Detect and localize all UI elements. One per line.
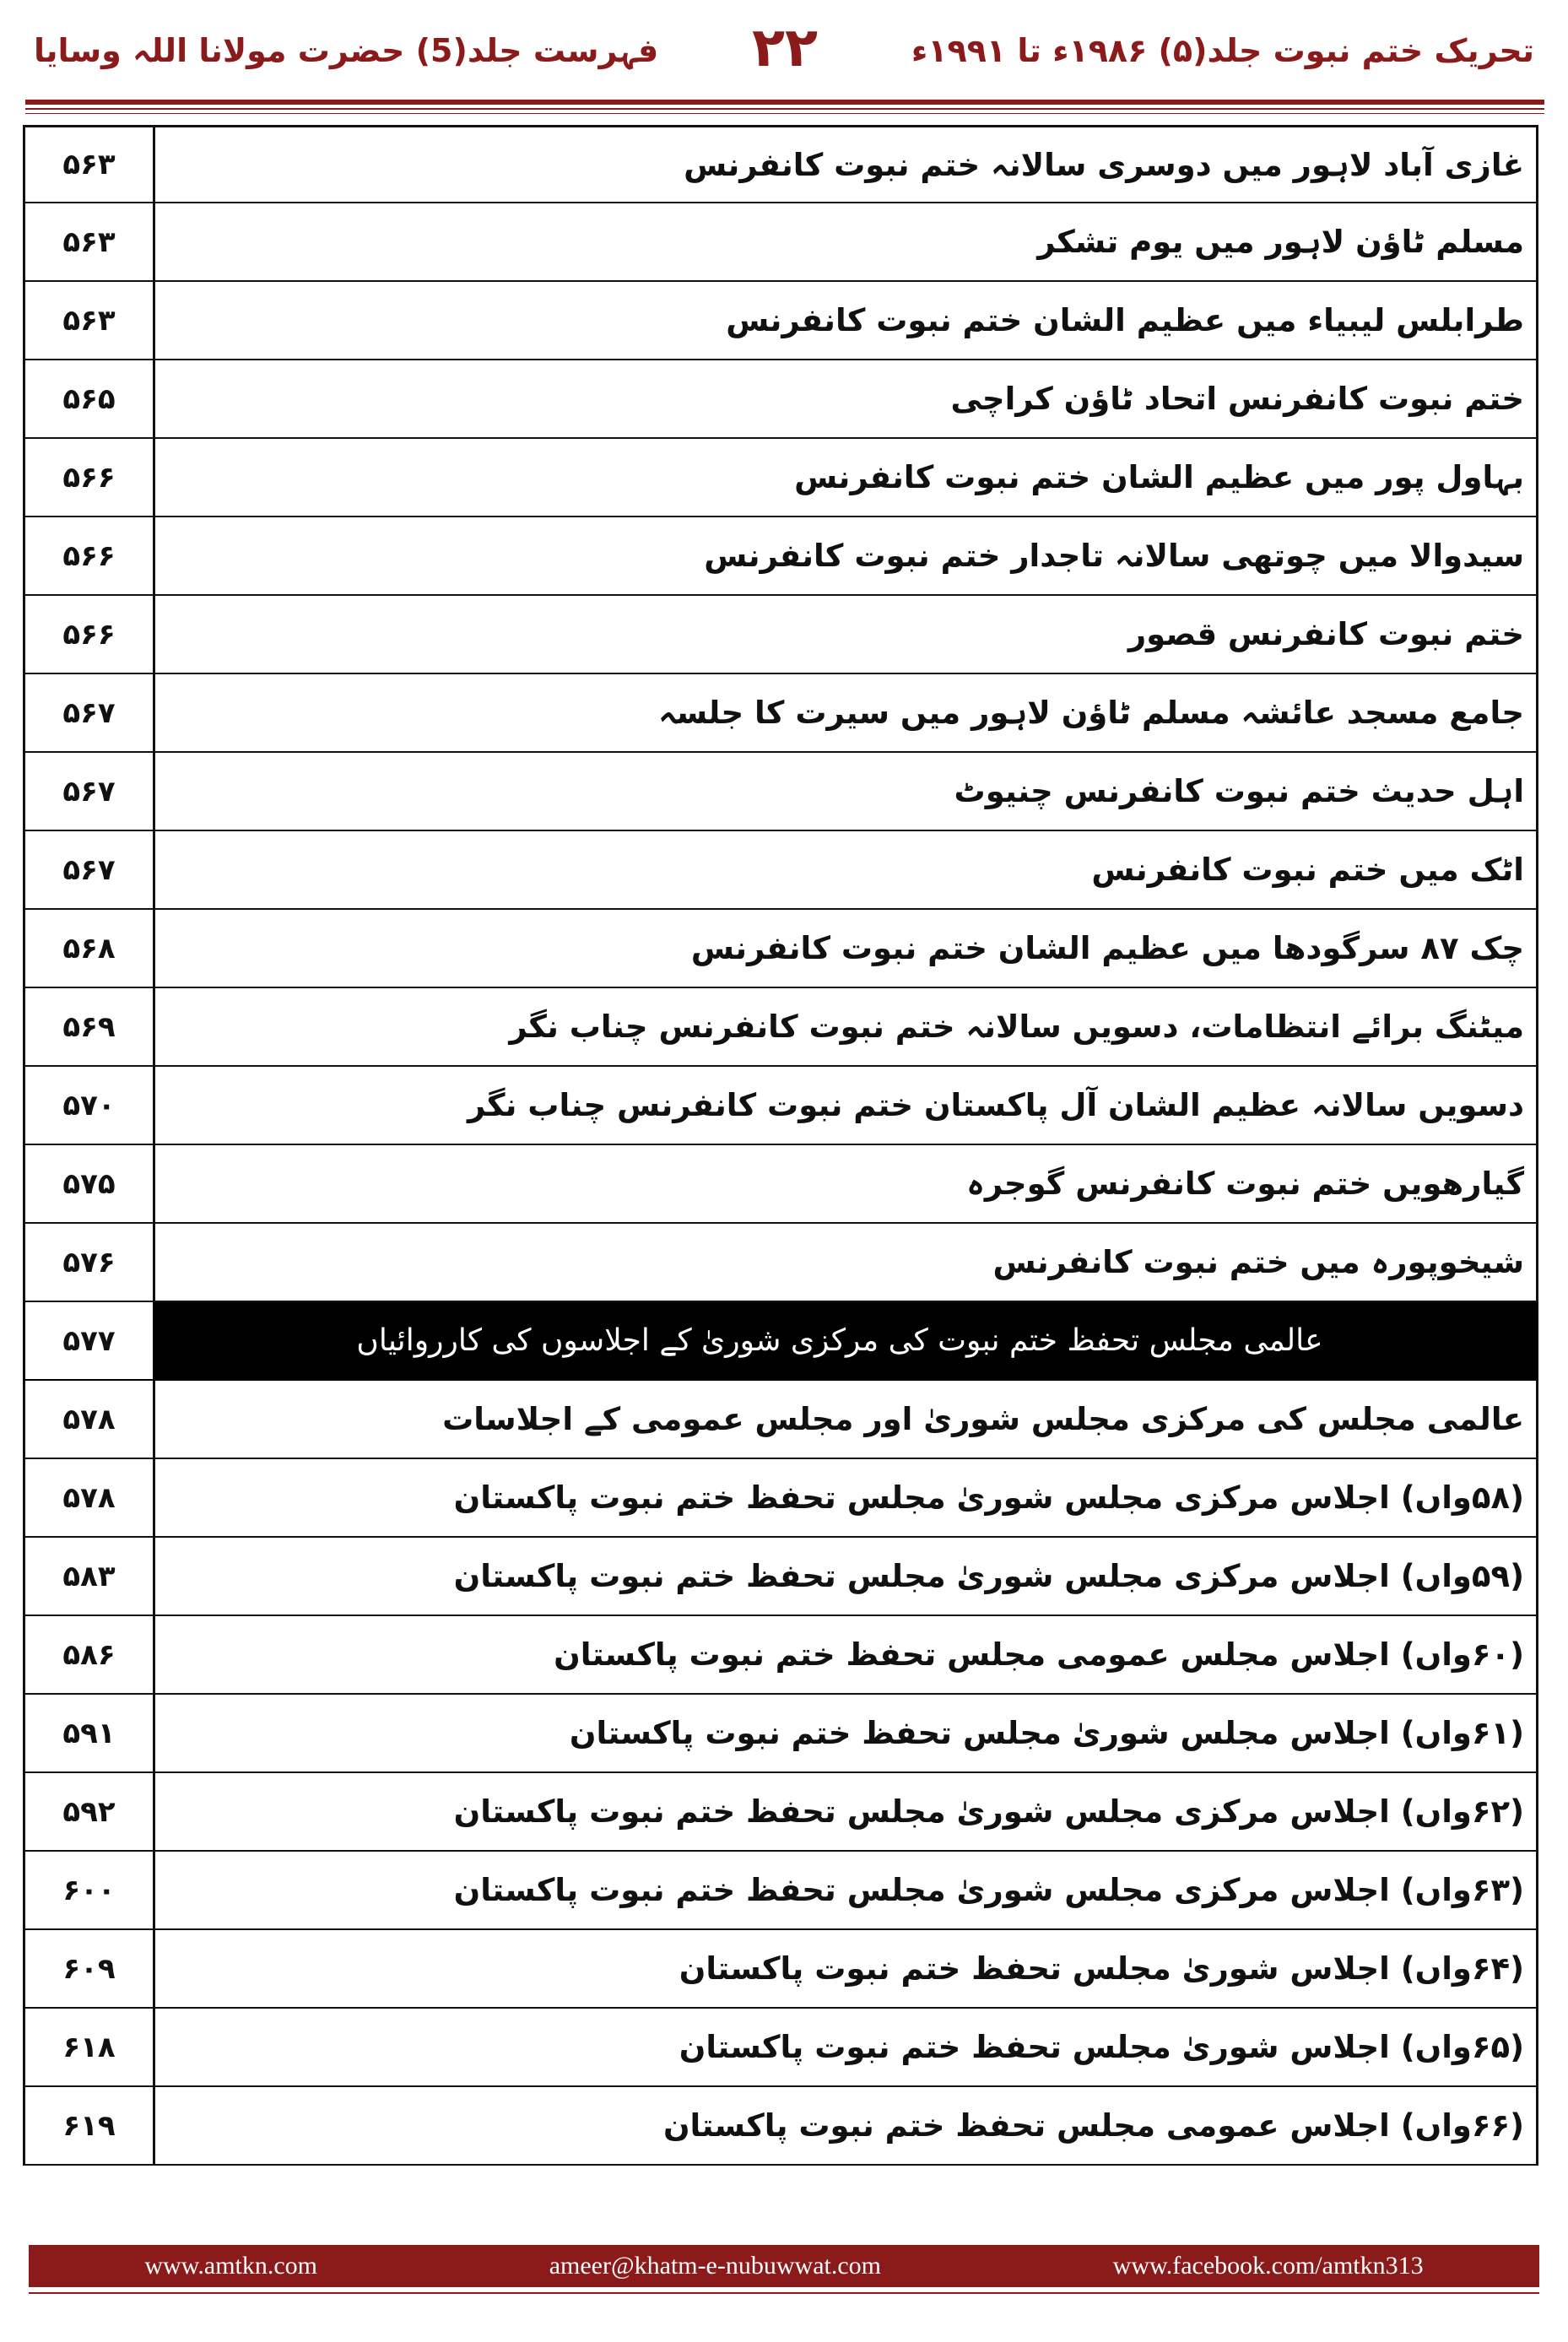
toc-section-heading[interactable] (23, 1302, 1538, 1381)
toc-title: (۵۸واں) اجلاس مرکزی مجلس شوریٰ مجلس تحفظ ختم نبوت پاکستان (453, 1479, 1524, 1516)
page-header (0, 0, 1568, 110)
toc-page-number: ۵۸۳ (25, 1538, 155, 1615)
toc-title: (۶۵واں) اجلاس شوریٰ مجلس تحفظ ختم نبوت پاکستان (679, 2029, 1524, 2065)
section-title: عالمی مجلس تحفظ ختم نبوت کی مرکزی شوریٰ کے اجلاسوں کی کارروائیاں (356, 1323, 1323, 1358)
header-rule (25, 113, 1544, 114)
toc-title: ختم نبوت کانفرنس قصور (1127, 616, 1524, 652)
email-link[interactable]: ameer@khatm-e-nubuwwat.com (549, 2252, 881, 2280)
toc-page-number: ۵۷۸ (25, 1381, 155, 1458)
toc-page-number: ۵۶۶ (25, 439, 155, 516)
header-rule (25, 108, 1544, 110)
toc-title: بہاول پور میں عظیم الشان ختم نبوت کانفرنس (794, 459, 1524, 495)
toc-row[interactable] (23, 910, 1538, 988)
toc-row[interactable] (23, 1459, 1538, 1538)
page-footer (29, 2245, 1539, 2287)
toc-row[interactable] (23, 2087, 1538, 2166)
toc-page-number: ۵۶۵ (25, 360, 155, 437)
toc-row[interactable] (23, 1145, 1538, 1224)
toc-title: میٹنگ برائے انتظامات، دسویں سالانہ ختم نبوت کانفرنس چناب نگر (509, 1009, 1524, 1045)
toc-row[interactable] (23, 439, 1538, 517)
toc-page-number: ۵۹۱ (25, 1695, 155, 1771)
toc-page-number: ۵۷۰ (25, 1067, 155, 1144)
toc-title: (۶۴واں) اجلاس شوریٰ مجلس تحفظ ختم نبوت پاکستان (679, 1950, 1524, 1987)
toc-row[interactable] (23, 1224, 1538, 1302)
toc-title: ختم نبوت کانفرنس اتحاد ٹاؤن کراچی (950, 381, 1524, 417)
toc-page-number: ۶۰۰ (25, 1852, 155, 1928)
toc-page-number: ۵۶۳ (25, 203, 155, 280)
toc-page-number: ۵۶۷ (25, 674, 155, 751)
toc-page-number: ۵۶۹ (25, 988, 155, 1065)
toc-page-number: ۵۸۶ (25, 1616, 155, 1693)
toc-title: مسلم ٹاؤن لاہور میں یوم تشکر (1037, 224, 1524, 260)
toc-page-number: ۶۱۹ (25, 2087, 155, 2164)
toc-title: جامع مسجد عائشہ مسلم ٹاؤن لاہور میں سیرت کا جلسہ (658, 695, 1524, 731)
footer-rule (29, 2292, 1539, 2294)
toc-title: (۶۳واں) اجلاس مرکزی مجلس شوریٰ مجلس تحفظ ختم نبوت پاکستان (453, 1872, 1524, 1908)
toc-title: اہل حدیث ختم نبوت کانفرنس چنیوٹ (954, 773, 1524, 809)
toc-title: (۶۲واں) اجلاس مرکزی مجلس شوریٰ مجلس تحفظ ختم نبوت پاکستان (453, 1793, 1524, 1830)
toc-row[interactable] (23, 1538, 1538, 1616)
toc-row[interactable] (23, 2009, 1538, 2087)
toc-page-number: ۵۶۸ (25, 910, 155, 987)
toc-title: گیارھویں ختم نبوت کانفرنس گوجرہ (966, 1166, 1524, 1202)
toc-title: غازی آباد لاہور میں دوسری سالانہ ختم نبوت کانفرنس (684, 146, 1524, 183)
toc-page-number: ۵۷۶ (25, 1224, 155, 1301)
toc-title: چک ۸۷ سرگودھا میں عظیم الشان ختم نبوت کانفرنس (690, 930, 1524, 966)
index-title: فہرست جلد(5) حضرت مولانا اللہ وسایا (34, 32, 659, 69)
toc-title: اٹک میں ختم نبوت کانفرنس (1091, 852, 1524, 888)
toc-title: دسویں سالانہ عظیم الشان آل پاکستان ختم نبوت کانفرنس چناب نگر (467, 1087, 1524, 1123)
toc-title: شیخوپورہ میں ختم نبوت کانفرنس (992, 1244, 1524, 1280)
website-link[interactable]: www.amtkn.com (144, 2252, 318, 2280)
table-of-contents (23, 125, 1538, 2166)
toc-title: (۵۹واں) اجلاس مرکزی مجلس شوریٰ مجلس تحفظ ختم نبوت پاکستان (453, 1558, 1524, 1594)
toc-row[interactable] (23, 125, 1538, 203)
toc-title: عالمی مجلس کی مرکزی مجلس شوریٰ اور مجلس عمومی کے اجلاسات (442, 1401, 1524, 1437)
toc-title: (۶۰واں) اجلاس مجلس عمومی مجلس تحفظ ختم نبوت پاکستان (554, 1636, 1524, 1673)
toc-row[interactable] (23, 1695, 1538, 1773)
toc-row[interactable] (23, 282, 1538, 360)
toc-row[interactable] (23, 203, 1538, 282)
toc-page-number: ۶۱۸ (25, 2009, 155, 2085)
toc-page-number: ۵۶۷ (25, 753, 155, 830)
toc-row[interactable] (23, 753, 1538, 831)
toc-row[interactable] (23, 517, 1538, 596)
toc-row[interactable] (23, 360, 1538, 439)
toc-page-number: ۵۶۳ (25, 282, 155, 359)
toc-row[interactable] (23, 1773, 1538, 1852)
toc-row[interactable] (23, 674, 1538, 753)
toc-row[interactable] (23, 988, 1538, 1067)
toc-row[interactable] (23, 1616, 1538, 1695)
toc-page-number: ۵۶۷ (25, 831, 155, 908)
toc-row[interactable] (23, 1852, 1538, 1930)
toc-title: طرابلس لیبیاء میں عظیم الشان ختم نبوت کانفرنس (726, 302, 1524, 338)
toc-page-number: ۵۷۷ (25, 1302, 155, 1379)
toc-title: (۶۶واں) اجلاس عمومی مجلس تحفظ ختم نبوت پاکستان (662, 2107, 1524, 2144)
toc-title: سیدوالا میں چوتھی سالانہ تاجدار ختم نبوت کانفرنس (704, 538, 1524, 574)
toc-row[interactable] (23, 596, 1538, 674)
toc-title: (۶۱واں) اجلاس مجلس شوریٰ مجلس تحفظ ختم نبوت پاکستان (569, 1715, 1524, 1751)
toc-page-number: ۵۹۲ (25, 1773, 155, 1850)
toc-row[interactable] (23, 831, 1538, 910)
facebook-link[interactable]: www.facebook.com/amtkn313 (1112, 2252, 1424, 2280)
toc-row[interactable] (23, 1930, 1538, 2009)
toc-page-number: ۵۶۶ (25, 517, 155, 594)
book-title: تحریک ختم نبوت جلد(۵) ۱۹۸۶ء تا ۱۹۹۱ء (911, 32, 1534, 69)
toc-row[interactable] (23, 1381, 1538, 1459)
toc-page-number: ۶۰۹ (25, 1930, 155, 2007)
toc-page-number: ۵۷۸ (25, 1459, 155, 1536)
toc-page-number: ۵۶۶ (25, 596, 155, 673)
toc-page-number: ۵۶۳ (25, 127, 155, 202)
header-rule (25, 100, 1544, 105)
toc-row[interactable] (23, 1067, 1538, 1145)
page-number: ۲۲ (751, 17, 819, 79)
toc-page-number: ۵۷۵ (25, 1145, 155, 1222)
